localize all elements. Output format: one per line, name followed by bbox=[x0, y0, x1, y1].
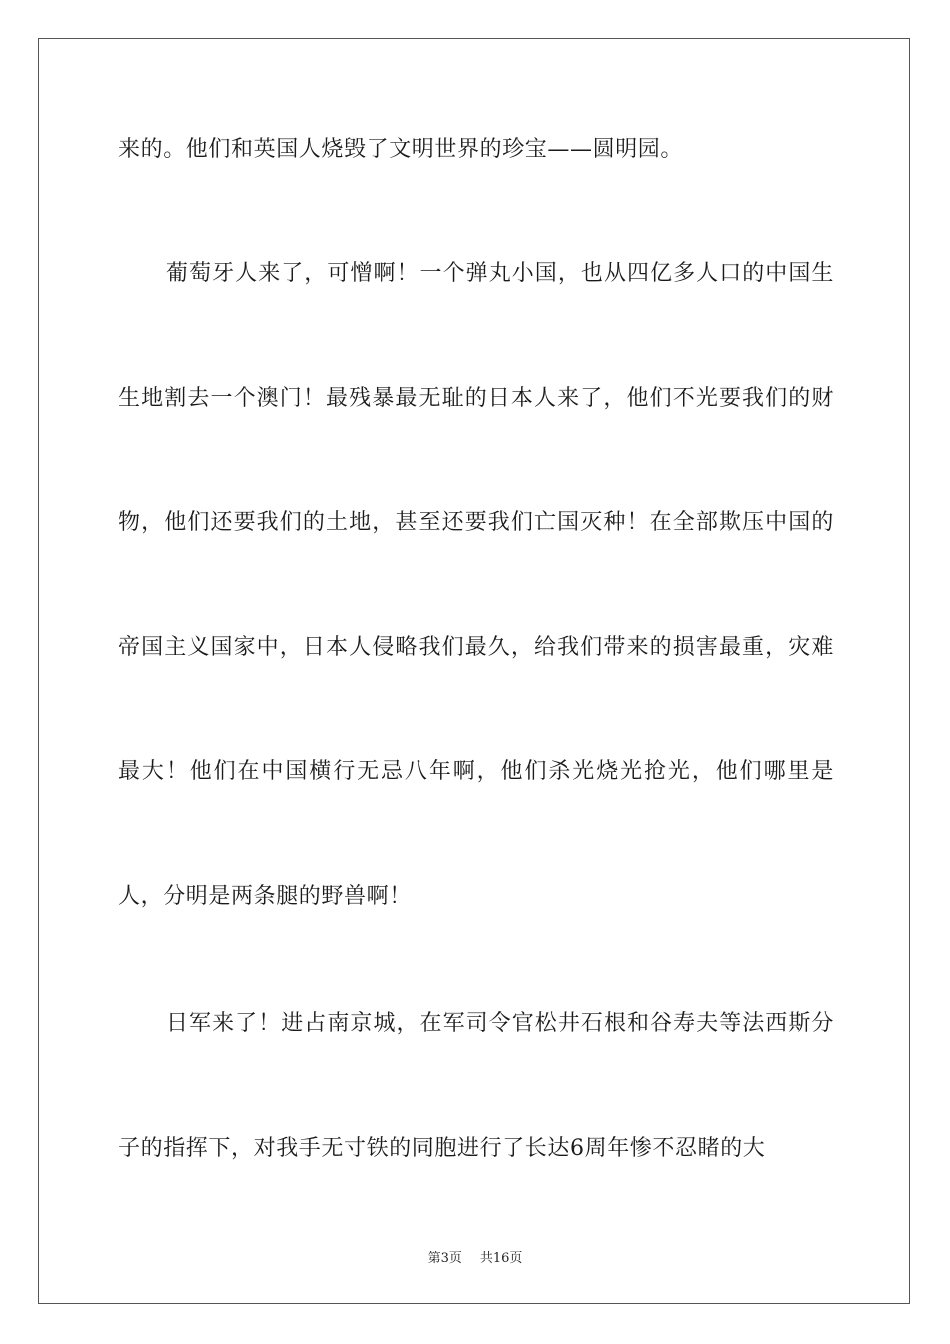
page-total: 共16页 bbox=[479, 1251, 523, 1266]
paragraph-1: 来的。他们和英国人烧毁了文明世界的珍宝——圆明园。 bbox=[118, 137, 684, 162]
paragraph-3: 日军来了！进占南京城，在军司令官松井石根和谷寿夫等法西斯分子的指挥下，对我手无寸铁的同胞进行了长达6周年惨不忍睹的大 bbox=[118, 1011, 834, 1161]
page-footer bbox=[0, 1247, 950, 1266]
paragraph-2: 葡萄牙人来了，可憎啊！一个弹丸小国，也从四亿多人口的中国生生地割去一个澳门！最残暴最无耻的日本人来了，他们不光要我们的财物，他们还要我们的土地，甚至还要我们亡国灭种！在全部欺压中国的帝国主义国家中，日本人侵略我们最久，给我们带来的损害最重，灾难最大！他们在中国横行无忌八年啊，他们杀光烧光抢光，他们哪里是人，分明是两条腿的野兽啊！ bbox=[118, 261, 834, 909]
page-number: 第3页 bbox=[427, 1251, 462, 1266]
